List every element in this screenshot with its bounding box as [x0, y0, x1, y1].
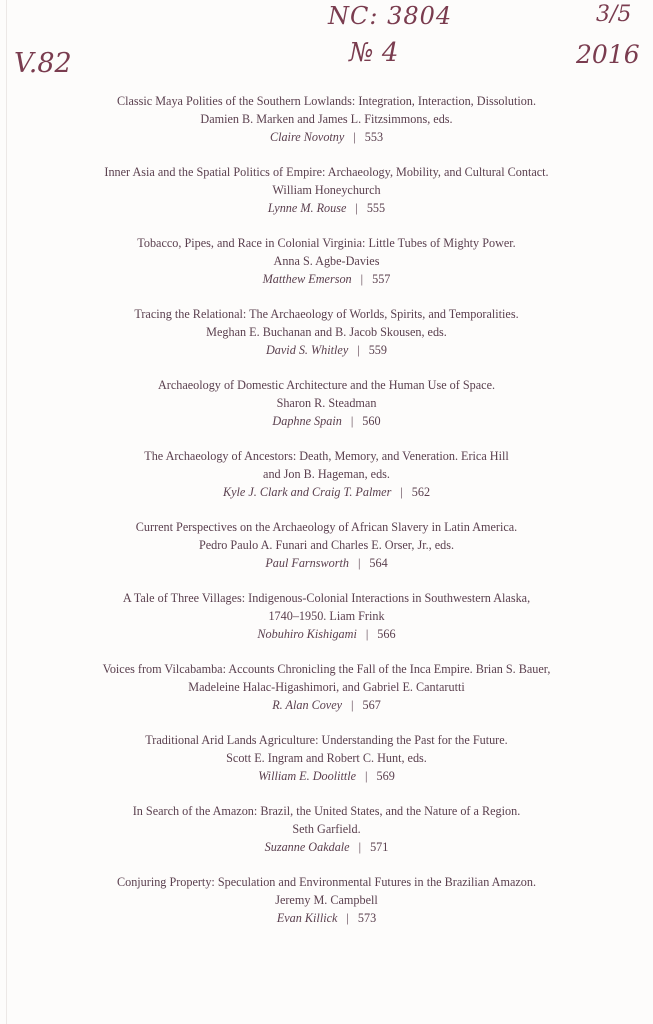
- reviewer-name: Lynne M. Rouse: [267, 201, 347, 215]
- review-title-line: Inner Asia and the Spatial Politics of Empire: Archaeology, Mobility, and Cultural Contact.: [104, 165, 549, 179]
- reviewer-name: Suzanne Oakdale: [264, 840, 350, 854]
- review-title-line: Archaeology of Domestic Architecture and the Human Use of Space.: [157, 378, 496, 392]
- review-title-line: Pedro Paulo A. Funari and Charles E. Orser, Jr., eds.: [198, 538, 455, 552]
- review-title-line: A Tale of Three Villages: Indigenous-Colonial Interactions in Southwestern Alaska,: [122, 591, 531, 605]
- review-title-line: Madeleine Halac-Higashimori, and Gabriel E. Cantarutti: [188, 680, 465, 694]
- page-number: 557: [372, 272, 391, 286]
- separator: |: [353, 130, 356, 144]
- review-entry: [60, 660, 593, 714]
- reviewer-name: Daphne Spain: [272, 414, 342, 428]
- page-number: 567: [362, 698, 381, 712]
- page-number: 571: [370, 840, 389, 854]
- separator: |: [346, 911, 349, 925]
- review-title-line: Anna S. Agbe-Davies: [273, 254, 380, 268]
- reviewer-name: R. Alan Covey: [272, 698, 343, 712]
- page-number: 562: [411, 485, 431, 499]
- handwritten-call-number: NC: 3804: [328, 2, 453, 30]
- handwritten-fraction: 3/5: [596, 2, 632, 27]
- review-title-line: Seth Garfield.: [292, 822, 361, 836]
- review-entry: [60, 163, 593, 217]
- separator: |: [351, 698, 354, 712]
- separator: |: [357, 343, 360, 357]
- separator: |: [365, 627, 369, 641]
- separator: |: [350, 414, 354, 428]
- review-entry: [60, 873, 593, 927]
- reviewer-name: David S. Whitley: [266, 343, 349, 357]
- review-title-line: Meghan E. Buchanan and B. Jacob Skousen, eds.: [206, 325, 447, 339]
- page-number: 560: [362, 414, 381, 428]
- review-entry: [60, 234, 593, 288]
- separator: |: [357, 556, 361, 570]
- review-title-line: In Search of the Amazon: Brazil, the United States, and the Nature of a Region.: [132, 804, 521, 818]
- review-title-line: 1740–1950. Liam Frink: [268, 609, 385, 623]
- review-title-line: William Honeychurch: [272, 183, 381, 197]
- separator: |: [400, 485, 403, 499]
- review-title-line: Current Perspectives on the Archaeology of African Slavery in Latin America.: [135, 520, 518, 534]
- page-number: 573: [357, 911, 377, 925]
- page-number: 553: [364, 130, 384, 144]
- separator: |: [360, 272, 364, 286]
- reviewer-name: Nobuhiro Kishigami: [257, 627, 357, 641]
- reviewer-name: Evan Killick: [276, 911, 338, 925]
- review-entry: [60, 92, 593, 146]
- review-title-line: Jeremy M. Campbell: [275, 893, 378, 907]
- page-number: 566: [377, 627, 396, 641]
- reviewer-name: William E. Doolittle: [258, 769, 357, 783]
- page-number: 564: [369, 556, 388, 570]
- review-entry: [60, 589, 593, 643]
- reviewer-name: Matthew Emerson: [262, 272, 352, 286]
- page-edge: [6, 0, 7, 1024]
- page-number: 559: [368, 343, 387, 357]
- review-entry: [60, 447, 593, 501]
- review-title-line: Damien B. Marken and James L. Fitzsimmons, eds.: [200, 112, 453, 126]
- handwritten-issue-number: № 4: [349, 38, 399, 68]
- handwritten-volume-note: V.82: [14, 48, 72, 79]
- review-title-line: Traditional Arid Lands Agriculture: Understanding the Past for the Future.: [145, 733, 508, 747]
- review-entry: [60, 305, 593, 359]
- review-entry: [60, 376, 593, 430]
- separator: |: [365, 769, 368, 783]
- review-title-line: Sharon R. Steadman: [276, 396, 377, 410]
- review-title-line: Tracing the Relational: The Archaeology of Worlds, Spirits, and Temporalities.: [134, 307, 519, 321]
- review-title-line: Voices from Vilcabamba: Accounts Chronicling the Fall of the Inca Empire. Brian S. Bauer,: [102, 662, 551, 676]
- separator: |: [358, 840, 362, 854]
- page-number: 569: [376, 769, 395, 783]
- reviewer-name: Kyle J. Clark and Craig T. Palmer: [222, 485, 392, 499]
- reviewer-name: Claire Novotny: [269, 130, 345, 144]
- review-entry: [60, 802, 593, 856]
- review-title-line: Scott E. Ingram and Robert C. Hunt, eds.: [226, 751, 427, 765]
- review-entry: [60, 731, 593, 785]
- page-number: 555: [366, 201, 386, 215]
- review-title-line: Tobacco, Pipes, and Race in Colonial Virginia: Little Tubes of Mighty Power.: [137, 236, 516, 250]
- review-title-line: Classic Maya Polities of the Southern Lowlands: Integration, Interaction, Dissolution.: [116, 94, 537, 108]
- review-title-line: and Jon B. Hageman, eds.: [263, 467, 390, 481]
- review-title-line: Conjuring Property: Speculation and Environmental Futures in the Brazilian Amazon.: [116, 875, 537, 889]
- review-title-line: The Archaeology of Ancestors: Death, Memory, and Veneration. Erica Hill: [144, 449, 509, 463]
- reviewer-name: Paul Farnsworth: [265, 556, 349, 570]
- handwritten-year: 2016: [576, 40, 640, 69]
- separator: |: [355, 201, 358, 215]
- review-entry: [60, 518, 593, 572]
